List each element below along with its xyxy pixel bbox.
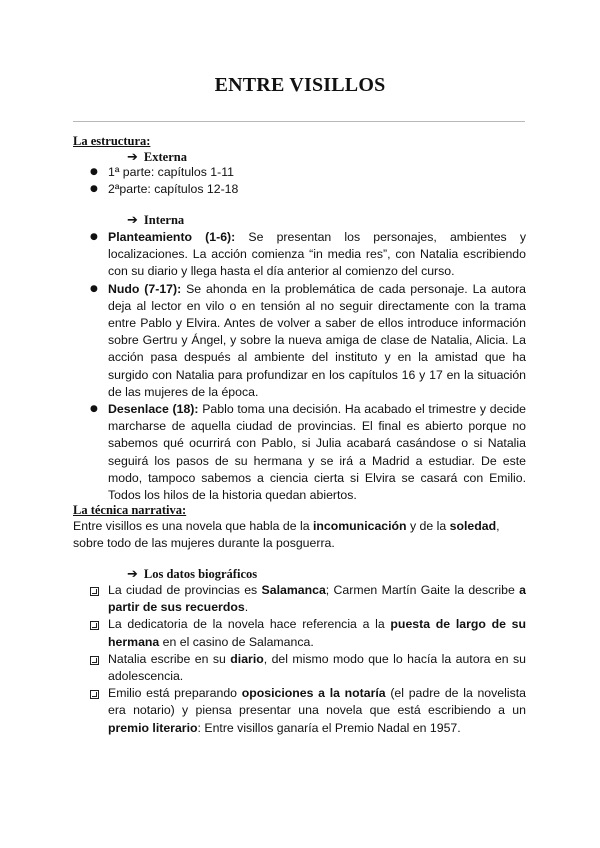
checkbox-icon bbox=[90, 690, 99, 699]
subheading-label: Los datos biográficos bbox=[143, 567, 258, 581]
checkbox-icon bbox=[90, 587, 99, 596]
section-heading-estructura: La estructura: bbox=[73, 134, 151, 148]
subheading-interna bbox=[127, 213, 184, 228]
subheading-datos bbox=[127, 567, 257, 582]
list-item: ● 1ª parte: capítulos 1-11 bbox=[90, 164, 526, 181]
subheading-externa bbox=[127, 150, 187, 165]
list-item: La dedicatoria de la novela hace referencia a la puesta de largo de su hermana en el casino de Salamanca. bbox=[90, 616, 526, 650]
arrow-right-icon: ➔ bbox=[127, 213, 138, 228]
bullet-icon: ● bbox=[90, 184, 98, 195]
interna-list bbox=[90, 229, 526, 504]
arrow-right-icon: ➔ bbox=[127, 150, 138, 165]
subheading-label: Interna bbox=[143, 213, 185, 227]
list-item-desenlace: ● Desenlace (18): Pablo toma una decisión. Ha acabado el trimestre y decide marcharse de aquella ciudad de provincias. El final es abierto porque no sabemos qué ocurrirá con Pablo, si Julia acabará casándose o si Natalia seguirá los pasos de su hermana y se irá a Madrid a estudiar. De este modo, tampoco sabemos a ciencia cierta si Elvira se casará con Emilio. Todos los hilos de la historia quedan abiertos. bbox=[90, 402, 526, 503]
datos-list bbox=[90, 582, 526, 737]
subheading-label: Externa bbox=[143, 150, 187, 164]
page-title: ENTRE VISILLOS bbox=[214, 74, 386, 96]
bullet-icon: ● bbox=[90, 283, 98, 294]
list-item: Emilio está preparando oposiciones a la notaría (el padre de la novelista era notario) y piensa presentar una novela que está escribiendo a un premio literario: Entre visillos ganaría el Premio Nadal en 1957. bbox=[90, 685, 526, 737]
list-item: La ciudad de provincias es Salamanca; Carmen Martín Gaite la describe a partir de sus recuerdos. bbox=[90, 582, 526, 616]
section-heading-tecnica: La técnica narrativa: bbox=[73, 503, 187, 517]
horizontal-rule bbox=[73, 121, 525, 122]
tecnica-paragraph: Entre visillos es una novela que habla de la incomunicación y de la soledad, sobre todo de las mujeres durante la posguerra. bbox=[73, 519, 500, 551]
bullet-icon: ● bbox=[90, 232, 98, 242]
list-item: ● 2ªparte: capítulos 12-18 bbox=[90, 181, 526, 198]
bullet-icon: ● bbox=[90, 404, 98, 415]
bullet-icon: ● bbox=[90, 167, 98, 177]
externa-list bbox=[90, 164, 526, 198]
checkbox-icon bbox=[90, 621, 99, 630]
arrow-right-icon: ➔ bbox=[127, 567, 138, 582]
list-item-nudo: ● Nudo (7-17): Se ahonda en la problemática de cada personaje. La autora deja al lector en vilo o en tensión al no seguir directamente con la trama entre Pablo y Elvira. Antes de volver a saber de ellos introduce información sobre Gertru y Ángel, y sobre la nueva amiga de clase de Natalia, Alicia. La acción pasa después al ambiente del instituto y en la amistad que ha surgido con Natalia para profundizar en los capítulos 16 y 17 en la situación de las mujeres de la época. bbox=[90, 281, 527, 399]
checkbox-icon bbox=[90, 656, 99, 665]
list-item: Natalia escribe en su diario, del mismo modo que lo hacía la autora en su adolescencia. bbox=[90, 651, 526, 685]
list-item-planteamiento: ● Planteamiento (1-6): Se presentan los personajes, ambientes y localizaciones. La acción comienza “in media res”, con Natalia escribiendo con su diario y llega hasta el día anterior al comienzo del curso. bbox=[90, 230, 526, 279]
